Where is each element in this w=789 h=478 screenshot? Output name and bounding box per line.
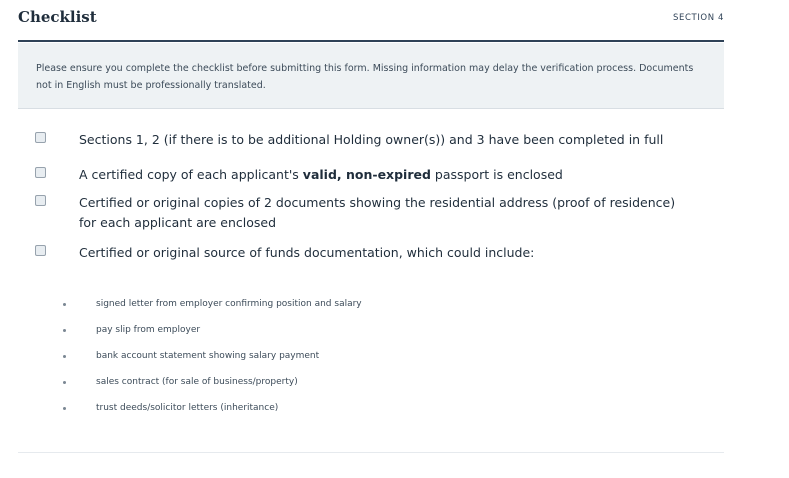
sub-list-item-text: trust deeds/solicitor letters (inheritance) [96,403,279,413]
sub-list-item-text: bank account statement showing salary payment [96,351,320,361]
checklist-item-label [79,165,725,185]
label-text-after: passport is enclosed [430,167,563,182]
notice-box [18,43,724,109]
bullet-icon [63,329,66,332]
page-title: Checklist [18,8,97,26]
checkbox[interactable] [35,167,46,178]
sub-list-item-text: sales contract (for sale of business/property) [96,377,298,387]
bullet-icon [63,407,66,410]
divider [18,452,724,453]
sub-list [63,298,663,428]
label-text-before: A certified copy of each applicant's [79,167,303,182]
section-label: SECTION 4 [673,13,724,23]
checklist-item-label: Certified or original source of funds documentation, which could include: [79,245,535,260]
checklist-item-label: Certified or original copies of 2 documents showing the residential address (proof of residence) for each applicant are enclosed [79,195,676,230]
bullet-icon [63,355,66,358]
checklist-items [35,130,725,263]
section-header [18,0,724,42]
sub-list-item [63,402,663,428]
checkbox[interactable] [35,195,46,206]
checklist-item [35,165,725,193]
checklist-item [35,193,725,243]
checkbox[interactable] [35,245,46,256]
bullet-icon [63,381,66,384]
notice-text: Please ensure you complete the checklist before submitting this form. Missing information may delay the verification process. Documents not in English must be professionally translated. [36,63,694,91]
label-text-bold: valid, non-expired [302,167,431,182]
checklist-item [35,243,725,263]
bullet-icon [63,303,66,306]
checklist-item [35,130,725,165]
sub-list-item [63,324,663,350]
sub-list-item [63,350,663,376]
sub-list-item-text: signed letter from employer confirming position and salary [96,299,362,309]
sub-list-item [63,298,663,324]
sub-list-item-text: pay slip from employer [96,325,201,335]
checklist-item-label: Sections 1, 2 (if there is to be additional Holding owner(s)) and 3 have been completed in full [79,132,664,147]
checkbox[interactable] [35,132,46,143]
sub-list-item [63,376,663,402]
